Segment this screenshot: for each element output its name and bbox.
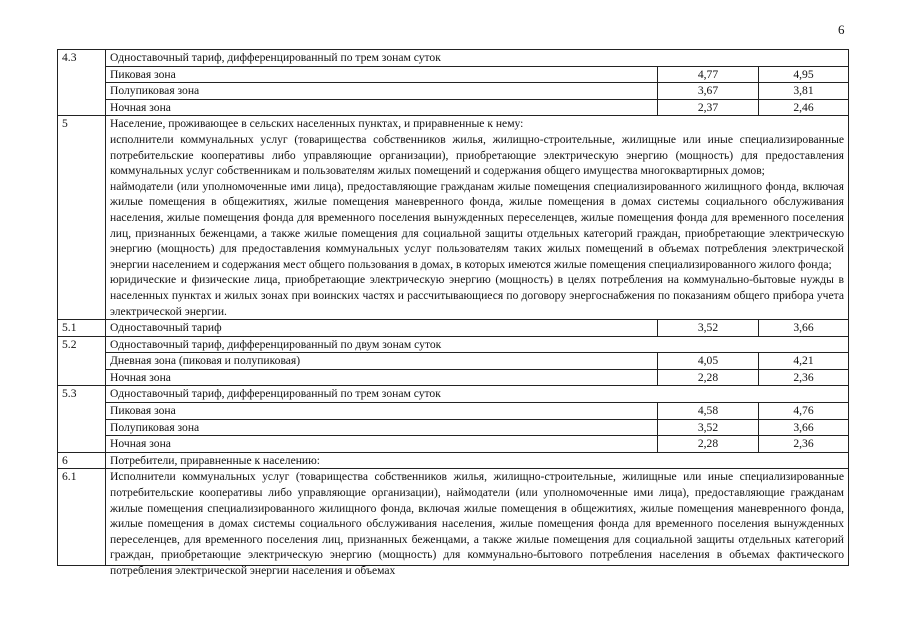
tariff-table xyxy=(57,49,849,577)
row-title: Одноставочный тариф, дифференцированный по двум зонам суток xyxy=(106,336,849,353)
tariff-value-1: 2,28 xyxy=(658,369,759,386)
table-row xyxy=(58,369,849,386)
table-row xyxy=(58,436,849,453)
row-title: Потребители, приравненные к населению: xyxy=(106,452,849,469)
tariff-value-1: 3,52 xyxy=(658,320,759,337)
tariff-value-1: 4,77 xyxy=(658,66,759,83)
page-number: 6 xyxy=(838,22,845,37)
table-row xyxy=(58,320,849,337)
tariff-value-2: 2,36 xyxy=(759,369,849,386)
description-text: Исполнители коммунальных услуг (товарищества собственников жилья, жилищно-строительные, жилищные или иные специализированные потребительские кооперативы либо управляющие организации), наймодатели (или уполномоченные ими лица), предоставляющие гражданам жилые помещения специализированного жилищного фонда, включая жилые помещения в общежитиях, жилые помещения маневренного фонда, жилые помещения в домах системы социального обслуживания населения, жилые помещения фонда для временного поселения вынужденных переселенцев, для временного поселения лиц, признанных беженцами, а также жилые помещения для социальной защиты отдельных категорий граждан, приобретающие электрическую энергию (мощность) для коммунально-бытового потребления населения в объемах фактического потребления электрической энергии населения и объемах xyxy=(110,470,844,577)
zone-label: Полупиковая зона xyxy=(106,83,658,100)
zone-label: Дневная зона (пиковая и полупиковая) xyxy=(106,353,658,370)
table-row xyxy=(58,386,849,403)
row-title: Одноставочный тариф, дифференцированный по трем зонам суток xyxy=(106,386,849,403)
tariff-value-1: 4,05 xyxy=(658,353,759,370)
tariff-value-1: 3,67 xyxy=(658,83,759,100)
row-title: Одноставочный тариф, дифференцированный по трем зонам суток xyxy=(106,50,849,67)
table-row xyxy=(58,50,849,67)
description-line: наймодатели (или уполномоченные ими лица), предоставляющие гражданам жилые помещения специализированного жилищного фонда, включая жилые помещения в общежитиях, жилые помещения маневренного фонда, жилые помещения в домах системы социального обслуживания населения, жилые помещения фонда для временного поселения вынужденных переселенцев, жилые помещения фонда для временного поселения лиц, признанных беженцами, а также жилые помещения для социальной защиты отдельных категорий граждан, приобретающие электрическую энергию (мощность) для предоставления коммунальных услуг пользователям таких жилых помещений в объемах потребления электрической энергии населением и содержания мест общего пользования в домах, в которых имеются жилые помещения специализированного жилого фонда; xyxy=(110,179,844,271)
row-number: 5 xyxy=(58,116,106,320)
zone-label: Пиковая зона xyxy=(106,66,658,83)
table-row xyxy=(58,83,849,100)
tariff-value-1: 2,28 xyxy=(658,436,759,453)
table-row xyxy=(58,452,849,469)
tariff-value-2: 2,46 xyxy=(759,99,849,116)
row-number: 5.1 xyxy=(58,320,106,337)
zone-label: Полупиковая зона xyxy=(106,419,658,436)
table-row xyxy=(58,419,849,436)
table-row xyxy=(58,66,849,83)
table-row xyxy=(58,116,849,320)
row-title: Одноставочный тариф xyxy=(106,320,658,337)
table-row xyxy=(58,99,849,116)
tariff-value-2: 2,36 xyxy=(759,436,849,453)
zone-label: Ночная зона xyxy=(106,99,658,116)
tariff-value-1: 4,58 xyxy=(658,403,759,420)
section-description xyxy=(106,469,849,577)
description-line: исполнители коммунальных услуг (товарищества собственников жилья, жилищно-строительные, жилищные или иные специализированные потребительские кооперативы либо управляющие организации), приобретающие электрическую энергию (мощность) для предоставления коммунальных услуг собственникам и пользователям жилых помещений и содержания общего имущества многоквартирных домов; xyxy=(110,132,844,178)
tariff-value-1: 2,37 xyxy=(658,99,759,116)
row-number: 4.3 xyxy=(58,50,106,116)
row-number: 5.2 xyxy=(58,336,106,386)
zone-label: Пиковая зона xyxy=(106,403,658,420)
tariff-value-2: 4,21 xyxy=(759,353,849,370)
tariff-value-2: 4,95 xyxy=(759,66,849,83)
table-row xyxy=(58,403,849,420)
zone-label: Ночная зона xyxy=(106,436,658,453)
table-row xyxy=(58,336,849,353)
zone-label: Ночная зона xyxy=(106,369,658,386)
row-number: 6 xyxy=(58,452,106,469)
row-number: 5.3 xyxy=(58,386,106,452)
section-description xyxy=(106,116,849,320)
tariff-value-1: 3,52 xyxy=(658,419,759,436)
table-row xyxy=(58,353,849,370)
tariff-value-2: 3,66 xyxy=(759,320,849,337)
description-line: Население, проживающее в сельских населенных пунктах, и приравненные к нему: xyxy=(110,117,524,131)
tariff-value-2: 3,66 xyxy=(759,419,849,436)
row-number: 6.1 xyxy=(58,469,106,566)
table-row xyxy=(58,469,849,566)
description-line: юридические и физические лица, приобретающие электрическую энергию (мощность) в целях потребления на коммунально-бытовые нужды в населенных пунктах и жилых зонах при воинских частях и рассчитывающиеся по договору энергоснабжения по показаниям общего прибора учета электрической энергии. xyxy=(110,273,844,318)
tariff-value-2: 3,81 xyxy=(759,83,849,100)
tariff-value-2: 4,76 xyxy=(759,403,849,420)
